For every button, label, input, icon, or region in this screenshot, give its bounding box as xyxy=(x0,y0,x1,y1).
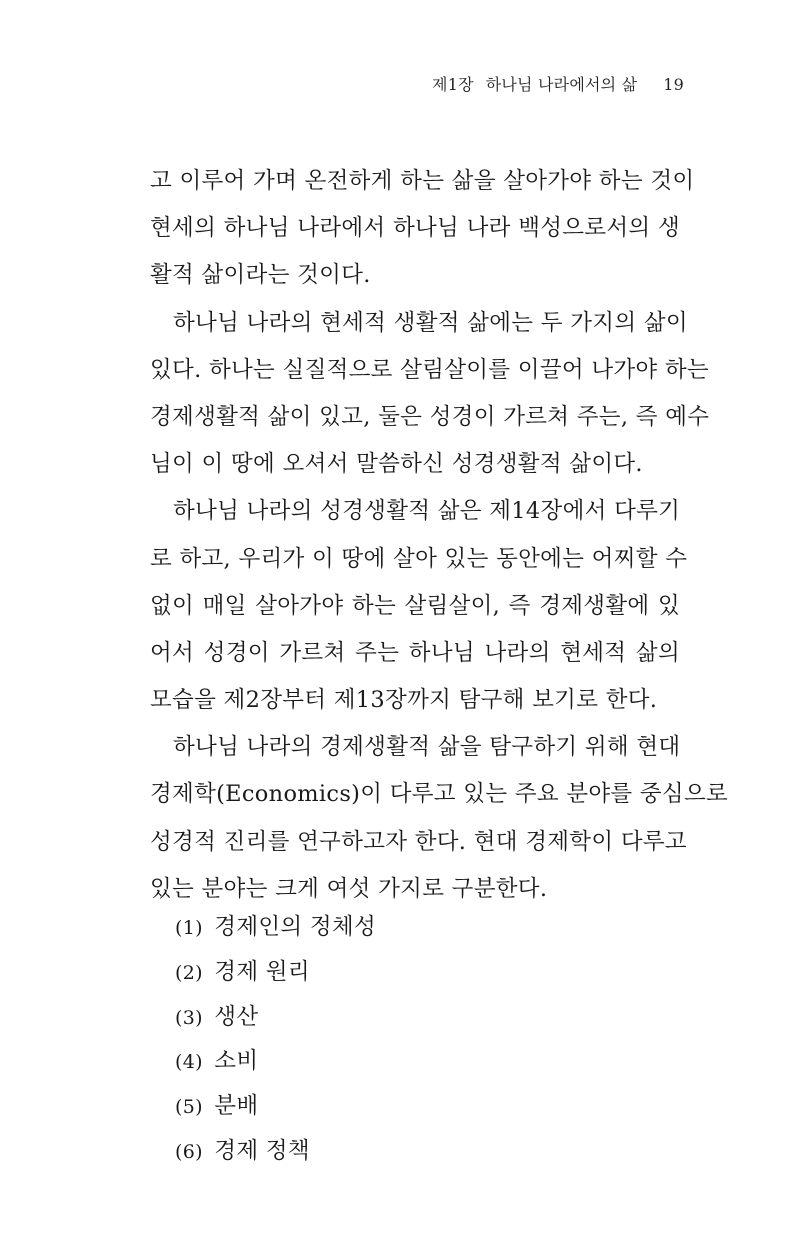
running-header xyxy=(432,72,684,95)
chapter-title: 하나님 나라에서의 삶 xyxy=(485,75,638,94)
list-item-text: 경제인의 정체성 xyxy=(214,914,376,940)
text-line: 님이 이 땅에 오셔서 말씀하신 성경생활적 삶이다. xyxy=(150,451,643,478)
text-line: 성경적 진리를 연구하고자 한다. 현대 경제학이 다루고 xyxy=(150,828,687,855)
list-item-text: 경제 원리 xyxy=(214,958,310,985)
text-line: 현세의 하나님 나라에서 하나님 나라 백성으로서의 생 xyxy=(150,215,680,242)
text-line: 로 하고, 우리가 이 땅에 살아 있는 동안에는 어찌할 수 xyxy=(150,545,688,572)
list-item-text: 소비 xyxy=(214,1048,259,1075)
text-line: 어서 성경이 가르쳐 주는 하나님 나라의 현세적 삶의 xyxy=(150,639,680,666)
list-item xyxy=(175,1084,376,1129)
list-item xyxy=(175,995,376,1040)
chapter-label: 제1장 xyxy=(432,75,474,94)
list-item-number: (4) xyxy=(175,1051,203,1074)
list-item-number: (6) xyxy=(175,1140,203,1163)
list-item-text: 경제 정책 xyxy=(214,1137,310,1164)
list-item-text: 분배 xyxy=(214,1093,259,1120)
text-line: 경제생활적 삶이 있고, 둘은 성경이 가르쳐 주는, 즉 예수 xyxy=(150,403,710,430)
list-item-number: (5) xyxy=(175,1096,203,1119)
text-line: 있다. 하나는 실질적으로 살림살이를 이끌어 나가야 하는 xyxy=(150,356,709,383)
list-item-number: (3) xyxy=(175,1006,203,1029)
field-list xyxy=(175,905,376,1174)
text-line: 활적 삶이라는 것이다. xyxy=(150,262,371,289)
text-line: 경제학(Economics)이 다루고 있는 주요 분야를 중심으로 xyxy=(150,781,729,808)
list-item xyxy=(175,950,376,995)
list-item-number: (2) xyxy=(175,961,203,984)
list-item-number: (1) xyxy=(175,917,203,939)
list-item xyxy=(175,905,376,950)
text-line: 하나님 나라의 경제생활적 삶을 탐구하기 위해 현대 xyxy=(173,734,681,761)
text-line: 없이 매일 살아가야 하는 살림살이, 즉 경제생활에 있 xyxy=(150,592,680,619)
text-line: 하나님 나라의 현세적 생활적 삶에는 두 가지의 삶이 xyxy=(173,309,688,336)
text-line: 고 이루어 가며 온전하게 하는 삶을 살아가야 하는 것이 xyxy=(150,168,695,194)
list-item-text: 생산 xyxy=(214,1003,259,1030)
text-line: 하나님 나라의 성경생활적 삶은 제14장에서 다루기 xyxy=(173,498,681,525)
list-item xyxy=(175,1039,376,1084)
page-number: 19 xyxy=(663,75,684,94)
body-text xyxy=(150,158,729,913)
list-item xyxy=(175,1129,376,1174)
text-line: 모습을 제2장부터 제13장까지 탐구해 보기로 한다. xyxy=(150,687,658,714)
text-line: 있는 분야는 크게 여섯 가지로 구분한다. xyxy=(150,875,548,902)
